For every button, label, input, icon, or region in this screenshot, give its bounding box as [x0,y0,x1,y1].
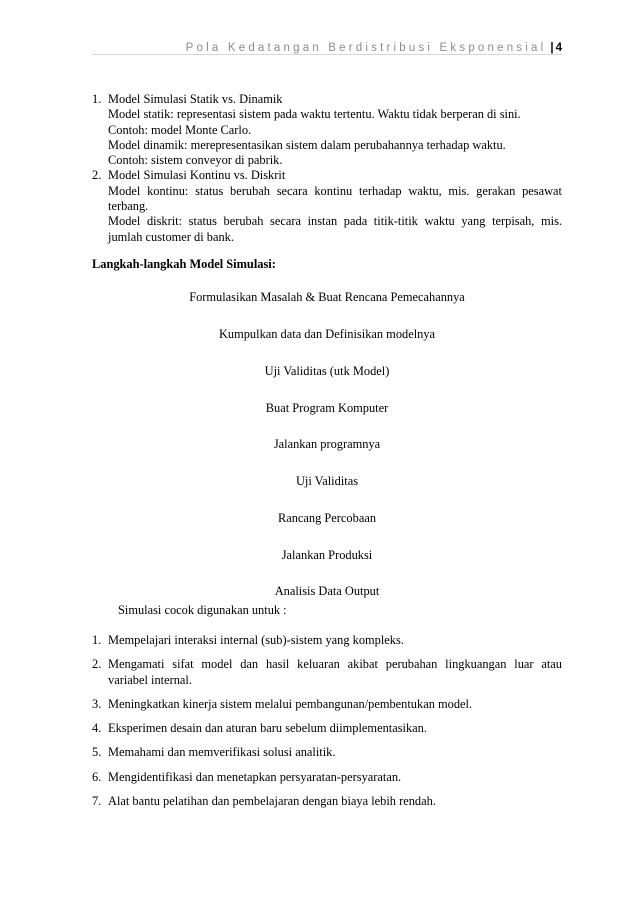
list-item-line: Alat bantu pelatihan dan pembelajaran dengan biaya lebih rendah. [108,794,436,809]
list-item-line: Eksperimen desain dan aturan baru sebelum diimplementasikan. [108,721,427,736]
list-item-line: Memahami dan memverifikasi solusi analitik. [108,745,336,760]
list-number: 4. [92,721,102,736]
page-number: 4 [555,42,562,54]
step-item: Rancang Percobaan [277,511,377,525]
list-number: 2. [92,657,102,672]
list-item-static-dynamic [92,92,562,168]
step-item: Buat Program Komputer [265,401,389,415]
list-item [92,721,562,736]
list-item-line: Mengamati sifat model dan hasil keluaran akibat perubahan lingkuangan luar atau [108,657,562,672]
list-item [92,745,562,760]
step-item: Uji Validitas (utk Model) [264,364,390,378]
list-item-line: variabel internal. [108,672,192,687]
list-item-line: Model dinamik: merepresentasikan sistem dalam perubahannya terhadap waktu. [108,137,506,152]
list-item-line: Mempelajari interaksi internal (sub)-sistem yang kompleks. [108,633,404,647]
list-item-line: Meningkatkan kinerja sistem melalui pembangunan/pembentukan model. [108,696,473,711]
list-item [92,770,562,785]
header-separator: | [550,42,554,54]
list-item-continuous-discrete [92,168,562,244]
list-item-line: Mengidentifikasi dan menetapkan persyaratan-persyaratan. [108,769,402,784]
step-item: Jalankan programnya [273,437,381,451]
list-number: 1. [92,633,102,647]
list-item [92,657,562,688]
list-item-line: Model diskrit: status berubah secara instan pada titik-titik waktu yang terpisah, mis. [108,214,562,229]
step-item: Kumpulkan data dan Definisikan modelnya [218,327,436,341]
list-number: 3. [92,696,102,711]
list-number: 7. [92,794,102,809]
list-item-line: Model kontinu: status berubah secara kontinu terhadap waktu, mis. gerakan pesawat [108,183,562,198]
list-number: 5. [92,745,102,760]
list-item-line: Contoh: model Monte Carlo. [108,122,252,137]
uses-intro: Simulasi cocok digunakan untuk : [118,603,287,617]
running-header [0,41,562,55]
step-item: Formulasikan Masalah & Buat Rencana Pemecahannya [189,290,465,304]
list-item-line: jumlah customer di bank. [108,229,234,244]
list-item [92,697,562,712]
list-item-title: Model Simulasi Statik vs. Dinamik [108,92,283,106]
uses-list [92,633,562,818]
list-item-line: Contoh: sistem conveyor di pabrik. [108,153,283,168]
step-item: Uji Validitas [295,474,359,488]
list-item [92,633,562,648]
step-item: Jalankan Produksi [281,548,373,562]
list-number: 2. [92,168,102,183]
list-item-line: Model statik: representasi sistem pada waktu tertentu. Waktu tidak berperan di sini. [108,107,521,122]
model-types-list [92,92,562,245]
step-item: Analisis Data Output [274,584,380,598]
list-item-line: terbang. [108,199,149,214]
header-title: Pola Kedatangan Berdistribusi Eksponensial [185,42,547,54]
header-rule [92,54,562,55]
list-number: 1. [92,92,102,106]
list-item [92,794,562,809]
list-number: 6. [92,769,102,784]
section-heading: Langkah-langkah Model Simulasi: [92,257,276,271]
list-item-title: Model Simulasi Kontinu vs. Diskrit [108,168,286,183]
